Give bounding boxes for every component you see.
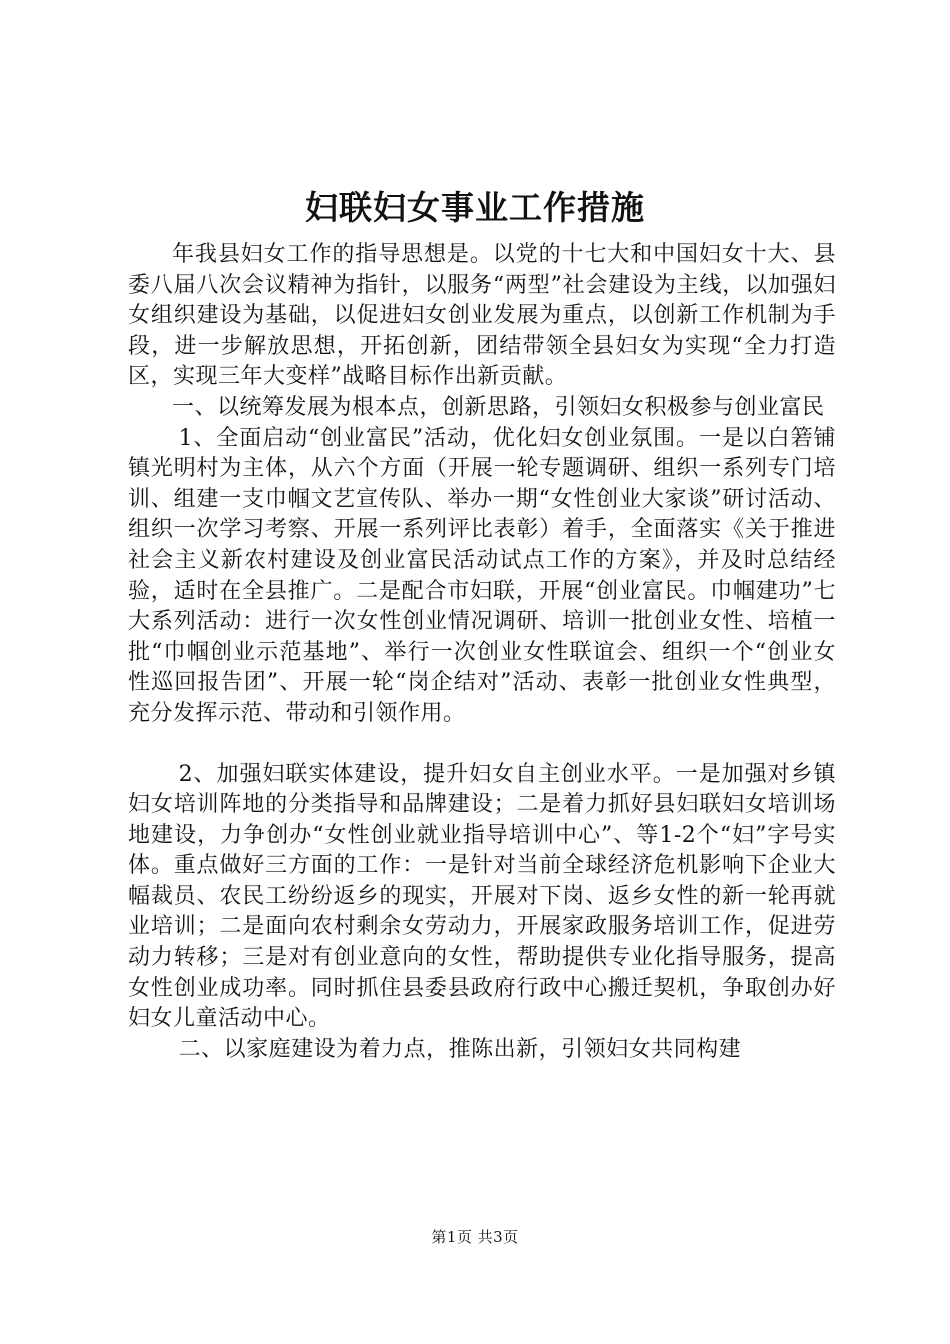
section-heading-two: 二、以家庭建设为着力点，推陈出新，引领妇女共同构建 — [178, 1036, 742, 1062]
paragraph-guiding-ideology: 年我县妇女工作的指导思想是。以党的十七大和中国妇女十大、县委八届八次会议精神为指针，以服务“两型”社会建设为主线，以加强妇女组织建设为基础，以促进妇女创业发展为重点，以创新工作机制为手段，进一步解放思想，开拓创新，团结带领全县妇女为实现“全力打造区，实现三年大变样”战略目标作出新贡献。 — [128, 242, 836, 390]
document-body — [128, 240, 836, 1065]
paragraph-item-1: 1、全面启动“创业富民”活动，优化妇女创业氛围。一是以白箬铺镇光明村为主体，从六个方面（开展一轮专题调研、组织一系列专门培训、组建一支巾帼文艺宣传队、举办一期“女性创业大家谈”研讨活动、组织一次学习考察、开展一系列评比表彰）着手，全面落实《关于推进社会主义新农村建设及创业富民活动试点工作的方案》，并及时总结经验，适时在全县推广。二是配合市妇联，开展“创业富民。巾帼建功”七大系列活动：进行一次女性创业情况调研、培训一批创业女性、培植一批“巾帼创业示范基地”、举行一次创业女性联谊会、组织一个“创业女性巡回报告团”、开展一轮“岗企结对”活动、表彰一批创业女性典型，充分发挥示范、带动和引领作用。 — [128, 425, 836, 726]
document-title: 妇联妇女事业工作措施 — [305, 188, 645, 227]
page-number-footer: 第1页 共3页 — [431, 1228, 519, 1246]
paragraph-item-2: 2、加强妇联实体建设，提升妇女自主创业水平。一是加强对乡镇妇女培训阵地的分类指导和品牌建设；二是着力抓好县妇联妇女培训场地建设，力争创办“女性创业就业指导培训中心”、等1-2个“妇”字号实体。重点做好三方面的工作：一是针对当前全球经济危机影响下企业大幅裁员、农民工纷纷返乡的现实，开展对下岗、返乡女性的新一轮再就业培训；二是面向农村剩余女劳动力，开展家政服务培训工作，促进劳动力转移；三是对有创业意向的女性，帮助提供专业化指导服务，提高女性创业成功率。同时抓住县委县政府行政中心搬迁契机，争取创办好妇女儿童活动中心。 — [128, 761, 836, 1032]
section-heading-one: 一、以统筹发展为根本点，创新思路，引领妇女积极参与创业富民 — [172, 394, 825, 420]
